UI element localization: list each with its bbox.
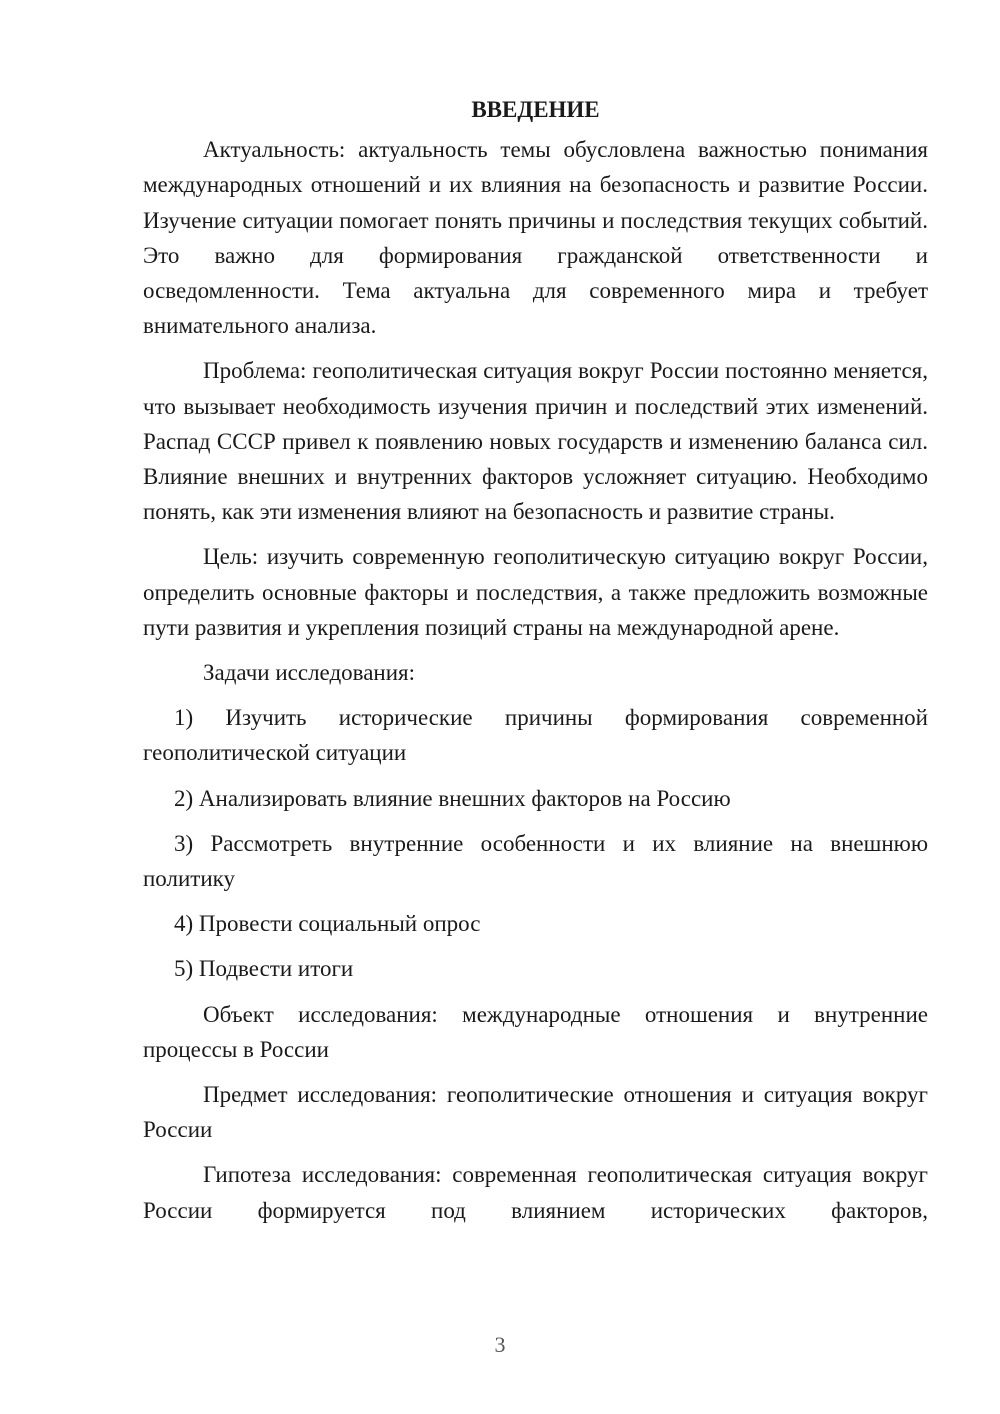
hypothesis-paragraph: Гипотеза исследования: современная геополитическая ситуация вокруг России формируется под влиянием исторических факторов, xyxy=(143,1162,928,1223)
problem-paragraph: Проблема: геополитическая ситуация вокруг России постоянно меняется, что вызывает необходимость изучения причин и последствий этих изменений. Распад СССР привел к появлению новых государств и изменению баланса сил. Влияние внешних и внутренних факторов усложняет ситуацию. Необходимо понять, как эти изменения влияют на безопасность и развитие страны. xyxy=(143,358,928,525)
subject-paragraph: Предмет исследования: геополитические отношения и ситуация вокруг России xyxy=(143,1082,928,1143)
section-title: ВВЕДЕНИЕ xyxy=(471,97,600,122)
page-number: 3 xyxy=(494,1332,506,1357)
goal-paragraph: Цель: изучить современную геополитическую ситуацию вокруг России, определить основные факторы и последствия, а также предложить возможные пути развития и укрепления позиций страны на международной арене. xyxy=(143,544,928,640)
relevance-paragraph: Актуальность: актуальность темы обусловлена важностью понимания международных отношений и их влияния на безопасность и развитие России. Изучение ситуации помогает понять причины и последствия текущих событий. Это важно для формирования гражданской ответственности и осведомленности. Тема актуальна для современного мира и требует внимательного анализа. xyxy=(143,137,928,339)
task-item: 5) Подвести итоги xyxy=(174,956,354,982)
task-item: 3) Рассмотреть внутренние особенности и их влияние на внешнюю политику xyxy=(143,830,928,892)
object-paragraph: Объект исследования: международные отношения и внутренние процессы в России xyxy=(143,1001,928,1062)
task-item: 4) Провести социальный опрос xyxy=(174,911,481,937)
task-item: 2) Анализировать влияние внешних факторов на Россию xyxy=(174,785,731,811)
tasks-heading: Задачи исследования: xyxy=(203,660,416,686)
task-item: 1) Изучить исторические причины формирования современной геополитической ситуации xyxy=(143,705,928,766)
page-content xyxy=(143,92,928,1238)
